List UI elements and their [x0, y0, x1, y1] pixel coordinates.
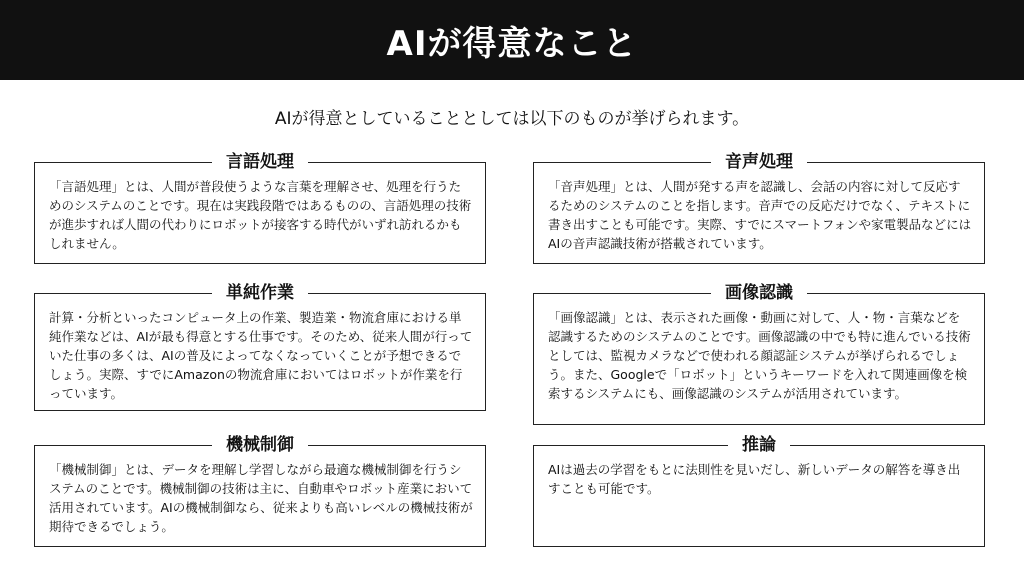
section-image-recognition — [533, 283, 985, 425]
section-language-processing — [34, 152, 486, 264]
section-body: AIは過去の学習をもとに法則性を見いだし、新しいデータの解答を導き出すことも可能です。 — [548, 462, 961, 496]
section-body: 計算・分析といったコンピュータ上の作業、製造業・物流倉庫における単純作業などは、AIが最も得意とする仕事です。そのため、従来人間が行っていた仕事の多くは、AIの普及によってなくなっていくことが予想できるでしょう。実際、すでにAmazonの物流倉庫においてはロボットが作業を行っています。 — [49, 310, 473, 401]
section-body: 「言語処理」とは、人間が普段使うような言葉を理解させ、処理を行うためのシステムのことです。現在は実践段階ではあるものの、言語処理の技術が進歩すれば人間の代わりにロボットが接客する時代がいずれ訪れるかもしれません。 — [49, 179, 472, 251]
section-body: 「音声処理」とは、人間が発する声を認識し、会話の内容に対して反応するためのシステムのことを指します。音声での反応だけでなく、テキストに書き出すことも可能です。実際、すでにスマートフォンや家電製品などにはAIの音声認識技術が搭載されています。 — [548, 179, 972, 251]
section-title: 音声処理 — [711, 151, 807, 173]
section-title: 推論 — [728, 434, 790, 456]
section-body: 「機械制御」とは、データを理解し学習しながら最適な機械制御を行うシステムのことです。機械制御の技術は主に、自動車やロボット産業において活用されています。AIの機械制御なら、従来よりも高いレベルの機械技術が期待できるでしょう。 — [49, 462, 473, 534]
section-title: 機械制御 — [212, 434, 308, 456]
header-bar — [0, 0, 1024, 80]
section-simple-tasks — [34, 283, 486, 411]
page-title: AIが得意なこと — [386, 23, 638, 64]
section-machine-control — [34, 435, 486, 547]
section-speech-processing — [533, 152, 985, 264]
section-title: 単純作業 — [212, 282, 308, 304]
page-subtitle: AIが得意としていることとしては以下のものが挙げられます。 — [274, 109, 750, 129]
section-title: 言語処理 — [212, 151, 308, 173]
section-inference — [533, 435, 985, 547]
section-body: 「画像認識」とは、表示された画像・動画に対して、人・物・言葉などを認識するためのシステムのことです。画像認識の中でも特に進んでいる技術としては、監視カメラなどで使われる顔認証システムが挙げられるでしょう。また、Googleで「ロボット」というキーワードを入れて関連画像を検索するシステムにも、画像認識のシステムが活用されています。 — [548, 310, 971, 401]
section-title: 画像認識 — [711, 282, 807, 304]
